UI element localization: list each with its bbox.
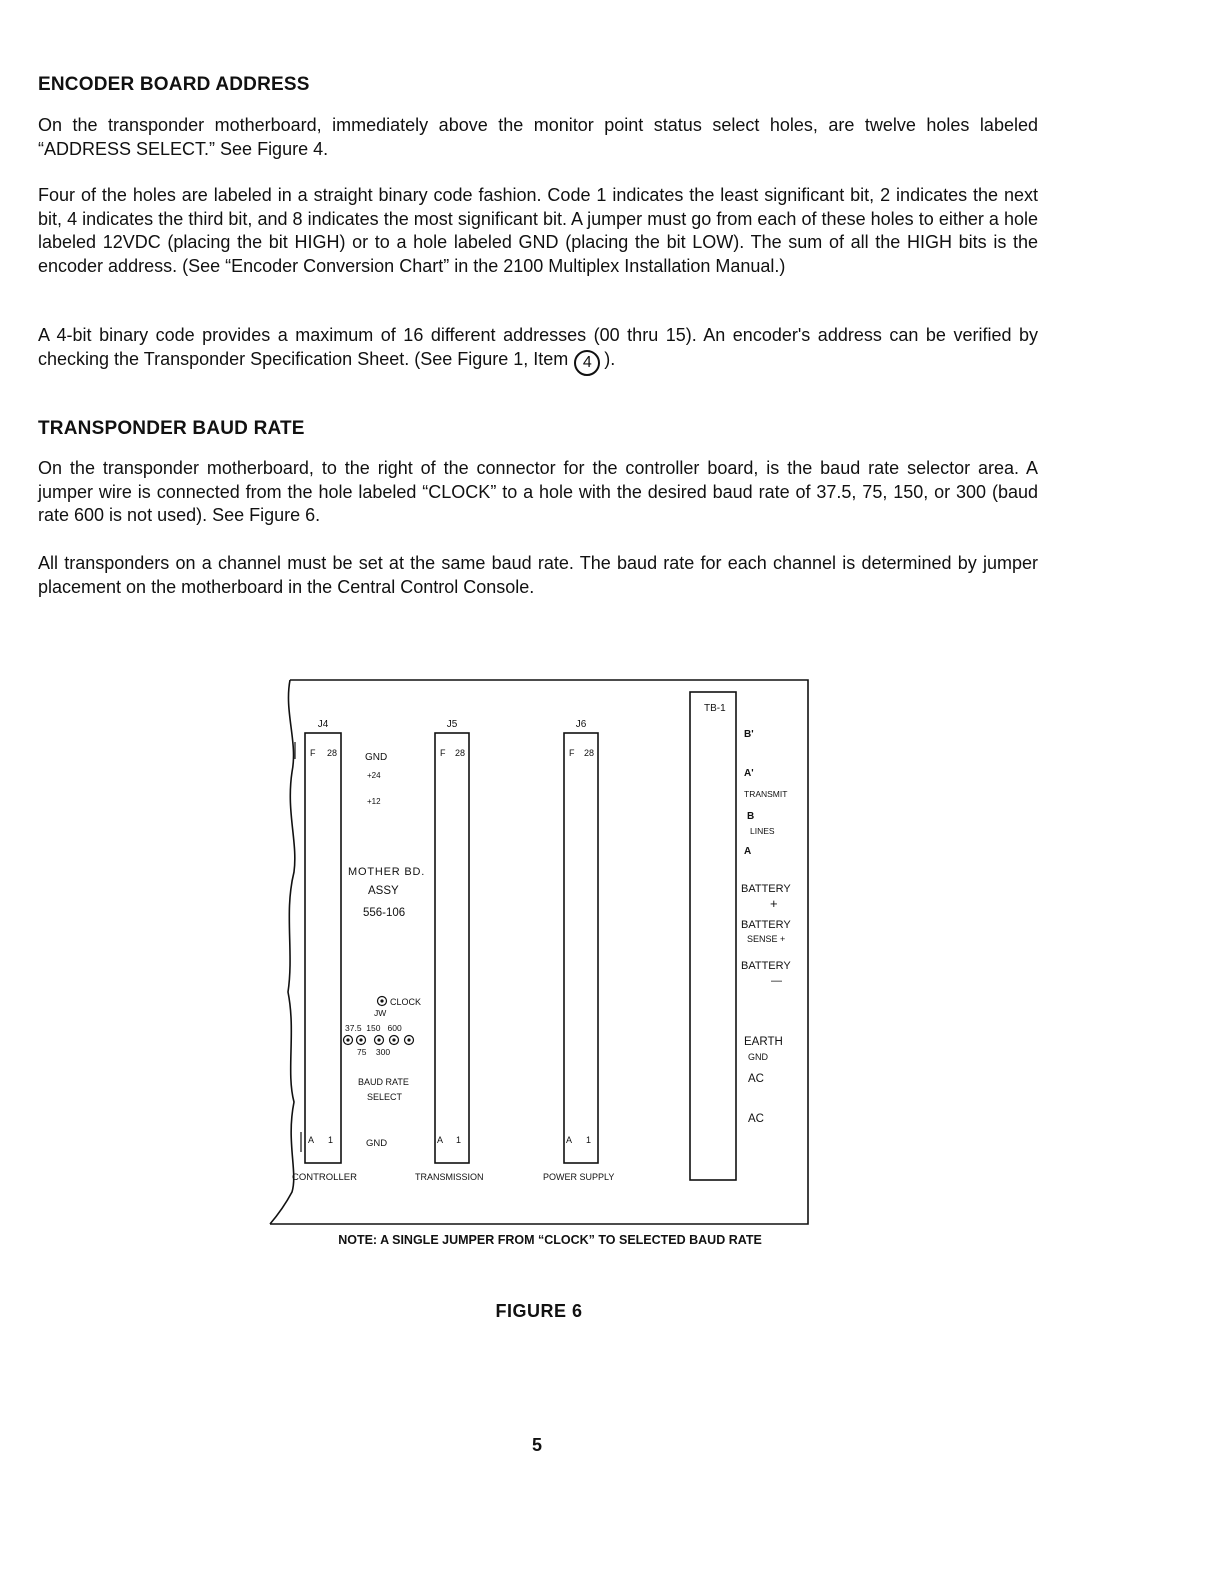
tb1-ac-1: AC [748, 1073, 764, 1085]
paragraph-binary-code: Four of the holes are labeled in a straight binary code fashion. Code 1 indicates the least significant bit, 2 indicates the next bit, 4 indicates the third bit, and 8 indicates the most significant bit. A jumper must go from each of these holes to either a hole labeled 12VDC (placing the bit HIGH) or to a hole labeled GND (placing the bit LOW). The sum of all the HIGH bits is the encoder address. (See “Encoder Conversion Chart” in the 2100 Multiplex Installation Manual.) [38, 185, 1038, 276]
paragraph-address-range [38, 324, 1038, 376]
tb1-a: A [744, 846, 752, 857]
connector-j6-body [564, 733, 598, 1163]
connector-j5-name: J5 [446, 719, 458, 730]
paragraph-same-baud-rate: All transponders on a channel must be set at the same baud rate. The baud rate for each channel is determined by jumper placement on the motherboard in the Central Control Console. [38, 553, 1038, 597]
tb1-battery-pos: BATTERY [741, 883, 791, 895]
tb1-ac-2: AC [748, 1113, 764, 1125]
paragraph-address-select: On the transponder motherboard, immediately above the monitor point status select holes, are twelve holes labeled “ADDRESS SELECT.” See Figure 4. [38, 115, 1038, 159]
tb1-lines: LINES [750, 826, 775, 836]
plus12-label: +12 [367, 797, 381, 806]
j5-pin-bottom-letter: A [437, 1135, 444, 1145]
connector-j4-name: J4 [317, 719, 329, 730]
j5-pin-top-number: 28 [455, 748, 466, 758]
j6-pin-top-letter: F [569, 748, 575, 758]
baud-select-title: SELECT [367, 1092, 403, 1102]
connector-j4-body [305, 733, 341, 1163]
motherboard-diagram [264, 672, 824, 1232]
tb1-b: B [747, 811, 755, 822]
figure-note: NOTE: A SINGLE JUMPER FROM “CLOCK” TO SELECTED BAUD RATE [338, 1233, 762, 1247]
paragraph-address-range-suffix: ). [604, 348, 616, 369]
tb1-battery-sense: BATTERY [741, 919, 791, 931]
tb1-battery-sense-sign: SENSE + [747, 934, 786, 944]
paragraph-baud-selector: On the transponder motherboard, to the right of the connector for the controller board, is the baud rate selector area. A jumper wire is connected from the hole labeled “CLOCK” to a hole with the desired baud rate of 37.5, 75, 150, or 300 (baud rate 600 is not used). See Figure 6. [38, 458, 1038, 525]
bottom-gnd-label: GND [366, 1138, 388, 1149]
board-id-line1: MOTHER BD. [348, 866, 426, 878]
tb1-earth: EARTH [744, 1036, 783, 1048]
tb1-earth-gnd: GND [748, 1052, 768, 1062]
plus24-label: +24 [367, 771, 381, 780]
j5-pin-top-letter: F [440, 748, 446, 758]
section-heading-transponder-baud-rate: TRANSPONDER BAUD RATE [38, 418, 305, 439]
tb1-name: TB-1 [704, 703, 726, 714]
j6-pin-bottom-letter: A [566, 1135, 573, 1145]
gnd-label: GND [365, 752, 388, 763]
baud-bottom-rates: 75 300 [357, 1047, 391, 1057]
j4-pin-bottom-number: 1 [328, 1135, 334, 1145]
tb1-battery-pos-sign: + [770, 896, 778, 911]
connector-j6-name: J6 [575, 719, 587, 730]
connector-j4-label: CONTROLLER [292, 1172, 357, 1183]
paragraph-address-range-text: A 4-bit binary code provides a maximum of 16 different addresses (00 thru 15). An encoder's address can be verified by checking the Transponder Specification Sheet. (See Figure 1, Item [38, 325, 1038, 369]
baud-rate-title: BAUD RATE [358, 1077, 409, 1087]
j4-pin-bottom-letter: A [308, 1135, 315, 1145]
board-torn-edge [270, 680, 295, 1224]
terminal-block-body [690, 692, 736, 1180]
tb1-transmit: TRANSMIT [744, 789, 788, 799]
j4-pin-top-letter: F [310, 748, 316, 758]
tb1-battery-neg: BATTERY [741, 960, 791, 972]
connector-j5-body [435, 733, 469, 1163]
section-heading-encoder-board-address: ENCODER BOARD ADDRESS [38, 74, 310, 95]
j5-pin-bottom-number: 1 [456, 1135, 462, 1145]
item-number-circle: 4 [574, 350, 600, 376]
j6-pin-top-number: 28 [584, 748, 595, 758]
baud-top-rates: 37.5 150 600 [345, 1023, 402, 1033]
clock-label: CLOCK [390, 997, 422, 1007]
tb1-a-prime: A' [744, 768, 754, 779]
j6-pin-bottom-number: 1 [586, 1135, 592, 1145]
tb1-b-prime: B' [744, 729, 754, 740]
figure-caption: FIGURE 6 [495, 1301, 583, 1321]
connector-j6-label: POWER SUPPLY [543, 1172, 615, 1182]
jw-label: JW [374, 1008, 387, 1018]
page-number: 5 [531, 1435, 542, 1455]
board-outline [270, 680, 808, 1224]
connector-j5-label: TRANSMISSION [415, 1172, 484, 1182]
j4-pin-top-number: 28 [327, 748, 338, 758]
board-id-line2: ASSY [368, 885, 399, 897]
board-id-line3: 556-106 [363, 907, 406, 919]
tb1-battery-neg-sign: — [771, 975, 782, 987]
